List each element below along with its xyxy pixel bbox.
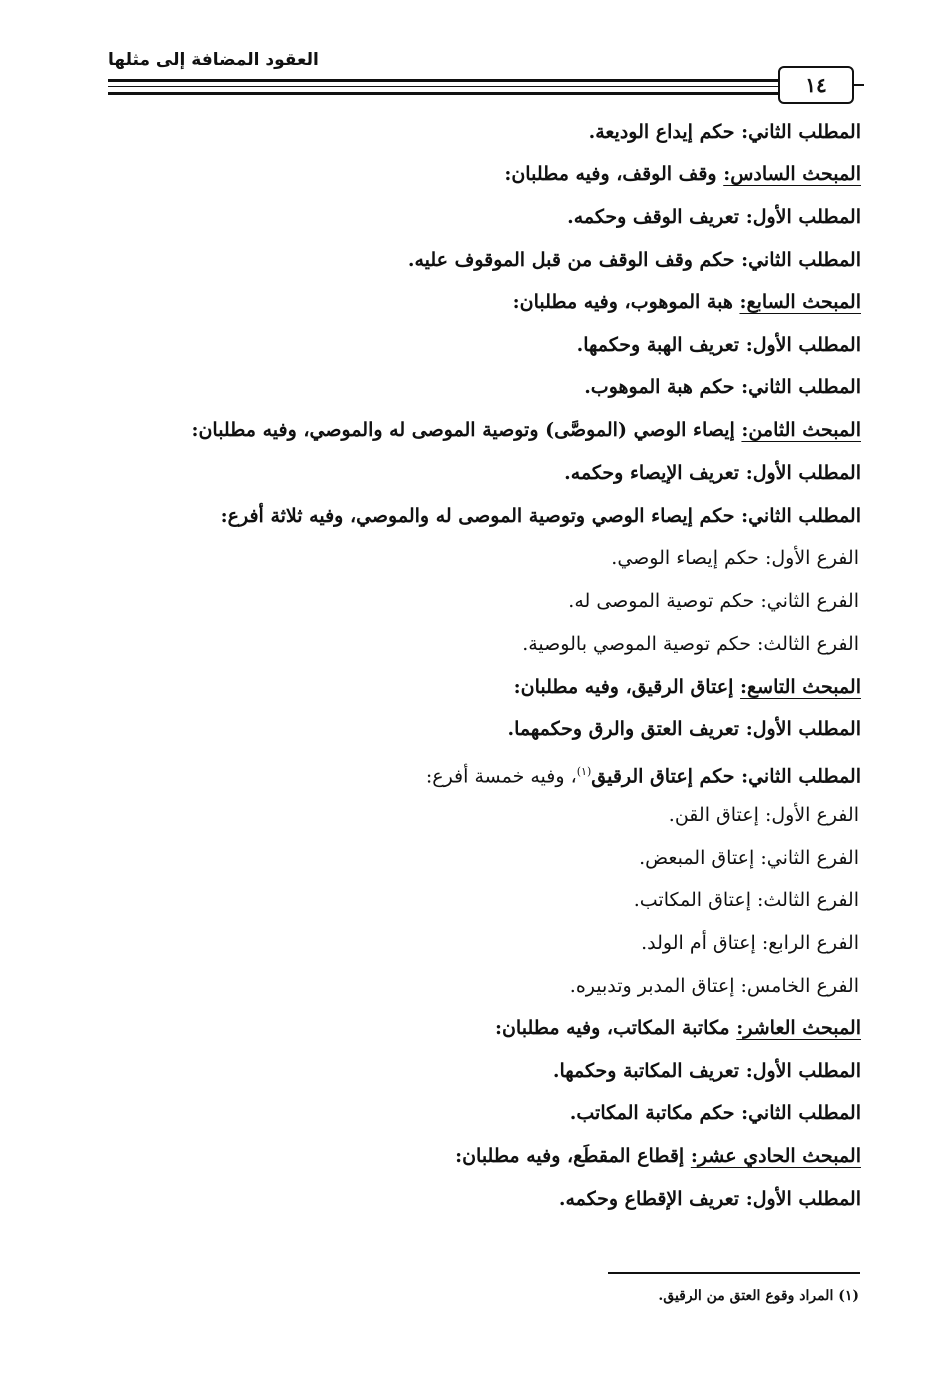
- toc-line: [408, 245, 861, 275]
- toc-line: [639, 843, 859, 873]
- section-heading: المطلب الثاني:: [741, 765, 861, 788]
- toc-line: [577, 330, 861, 360]
- running-title: العقود المضافة إلى مثلها: [108, 50, 319, 70]
- section-title: حكم مكاتبة المكاتب.: [569, 1102, 742, 1124]
- toc-line: [522, 629, 859, 659]
- toc-line: [455, 1141, 861, 1171]
- chapter-heading: المبحث الثامن:: [741, 419, 861, 441]
- footnote-divider: [608, 1272, 860, 1274]
- section-title: حكم وقف الوقف من قبل الموقوف عليه.: [407, 249, 742, 271]
- section-heading: المطلب الثاني:: [741, 249, 861, 271]
- toc-line: [221, 501, 861, 531]
- section-heading: المطلب الثاني:: [741, 376, 861, 398]
- chapter-heading: المبحث السابع:: [739, 291, 861, 313]
- section-title: تعريف الإقطاع وحكمه.: [558, 1188, 746, 1210]
- branch-title: إعتاق المبعض.: [639, 847, 761, 869]
- toc-line: [495, 1013, 861, 1043]
- branch-title: إعتاق المكاتب.: [633, 889, 758, 911]
- toc-line: [553, 1056, 861, 1086]
- section-heading: المطلب الثاني:: [741, 505, 861, 527]
- chapter-title: مكاتبة المكاتب، وفيه مطلبان:: [494, 1017, 737, 1039]
- header-rule-top: [108, 79, 778, 82]
- branch-heading: الفرع الخامس:: [740, 975, 859, 997]
- branch-heading: الفرع الثالث:: [757, 633, 859, 655]
- section-title: حكم إيصاء الوصي وتوصية الموصى له والموصي، وفيه ثلاثة أفرع:: [220, 505, 742, 527]
- toc-line: [568, 586, 859, 616]
- toc-line: [584, 372, 861, 402]
- toc-line: [570, 971, 859, 1001]
- branch-title: حكم توصية الموصي بالوصية.: [522, 633, 758, 655]
- section-title: تعريف الهبة وحكمها.: [576, 334, 746, 356]
- chapter-heading: المبحث التاسع:: [740, 676, 861, 698]
- section-heading: المطلب الأول:: [745, 1188, 861, 1210]
- branch-title: حكم إيصاء الوصي.: [611, 547, 765, 569]
- toc-line: [564, 458, 861, 488]
- branch-heading: الفرع الأول:: [764, 804, 859, 826]
- branch-heading: الفرع الثالث:: [757, 889, 859, 911]
- branch-title: إعتاق أم الولد.: [641, 932, 762, 954]
- toc-line: [589, 117, 861, 147]
- chapter-title: وقف الوقف، وفيه مطلبان:: [504, 163, 724, 185]
- section-heading: المطلب الأول:: [745, 1060, 861, 1082]
- toc-line: [504, 159, 861, 189]
- chapter-title: إيصاء الوصي (الموصَّى) وتوصية الموصى له والموصي، وفيه مطلبان:: [191, 419, 742, 441]
- section-title: حكم إيداع الوديعة.: [588, 121, 742, 143]
- page-number-box: [778, 66, 854, 104]
- toc-line: [611, 543, 859, 573]
- section-heading: المطلب الأول:: [745, 462, 861, 484]
- section-title: تعريف العتق والرق وحكمهما.: [507, 718, 746, 740]
- chapter-title: إعتاق الرقيق، وفيه مطلبان:: [513, 676, 741, 698]
- branch-title: إعتاق المدبر وتدبيره.: [569, 975, 741, 997]
- branch-heading: الفرع الأول:: [764, 547, 859, 569]
- toc-line: [570, 1098, 861, 1128]
- section-title: تعريف المكاتبة وحكمها.: [552, 1060, 746, 1082]
- section-heading: المطلب الأول:: [745, 206, 861, 228]
- footnote: (١) المراد وقوع العتق من الرقيق.: [658, 1288, 859, 1304]
- toc-line: [634, 885, 859, 915]
- branch-title: حكم توصية الموصى له.: [568, 590, 761, 612]
- chapter-title: إقطاع المقطَع، وفيه مطلبان:: [455, 1145, 691, 1167]
- toc-line: [567, 202, 861, 232]
- toc-line: [191, 415, 861, 445]
- section-title: تعريف الوقف وحكمه.: [567, 206, 746, 228]
- toc-line: [514, 672, 861, 702]
- section-title: حكم هبة الموهوب.: [584, 376, 742, 398]
- chapter-title: هبة الموهوب، وفيه مطلبان:: [512, 291, 740, 313]
- toc-line: [641, 928, 859, 958]
- chapter-heading: المبحث الحادي عشر:: [690, 1145, 861, 1167]
- toc-line: [559, 1184, 861, 1214]
- section-heading: المطلب الثاني:: [741, 1102, 861, 1124]
- chapter-heading: المبحث السادس:: [723, 163, 861, 185]
- toc-line: [513, 287, 861, 317]
- branch-heading: الفرع الثاني:: [760, 590, 859, 612]
- toc-line: [669, 800, 859, 830]
- header-rule-bottom: [108, 92, 778, 95]
- branch-title: إعتاق القن.: [668, 804, 765, 826]
- section-title: تعريف الإيصاء وحكمه.: [564, 462, 746, 484]
- section-heading: المطلب الأول:: [745, 334, 861, 356]
- branch-heading: الفرع الرابع:: [761, 932, 859, 954]
- footnote-marker: (١): [576, 765, 592, 778]
- section-heading: المطلب الأول:: [745, 718, 861, 740]
- toc-line: [426, 757, 861, 787]
- page-number: ١٤: [805, 73, 827, 97]
- toc-line: [508, 714, 862, 744]
- header-rule-middle: [108, 86, 778, 87]
- branch-heading: الفرع الثاني:: [760, 847, 859, 869]
- section-heading: المطلب الثاني:: [741, 121, 861, 143]
- chapter-heading: المبحث العاشر:: [736, 1017, 861, 1039]
- section-title-tail: ، وفيه خمسة أفرع:: [425, 765, 577, 788]
- section-title: حكم إعتاق الرقيق: [591, 765, 742, 788]
